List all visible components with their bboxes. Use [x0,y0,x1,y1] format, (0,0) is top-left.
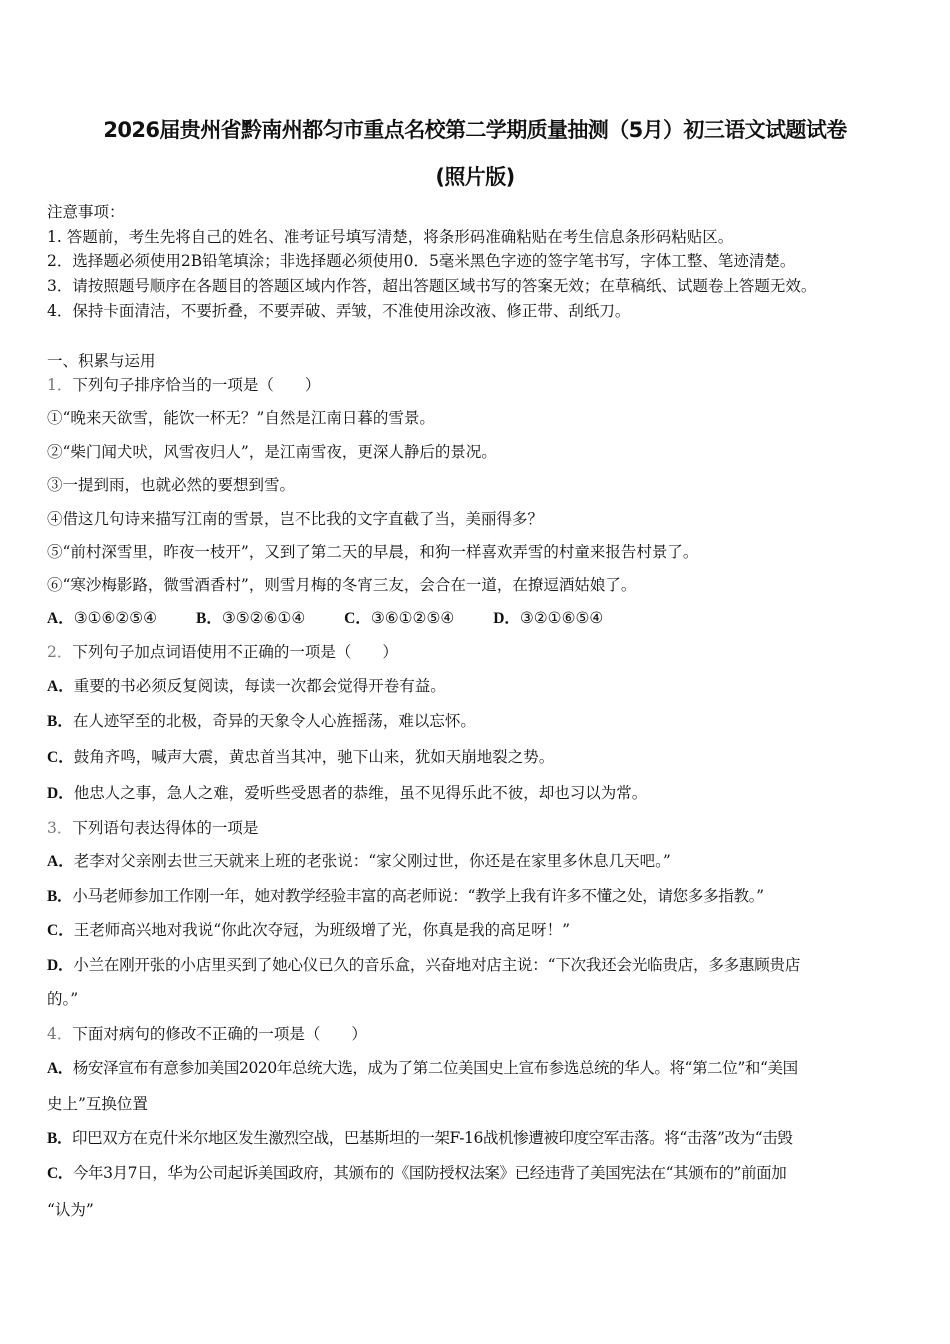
sentence: ③一提到雨，也就必然的要想到雪。 [47,476,296,494]
sentence: ⑥“寒沙梅影路，微雪酒香村”，则雪月梅的冬宵三友，会合在一道，在撩逗酒姑娘了。 [47,576,637,594]
question-text: 下面对病句的修改不正确的一项是（ ） [72,1025,367,1043]
sentence: ⑤“前村深雪里，昨夜一枝开”，又到了第二天的早晨，和狗一样喜欢弄雪的村童来报告村景了。 [47,543,699,561]
question-number: 1． [47,376,73,394]
option-label: B． [47,713,73,730]
option-text: 小马老师参加工作刚一年，她对教学经验丰富的高老师说：“教学上我有许多不懂之处，请您多多指教。” [72,887,764,905]
option-a [47,609,157,627]
options-row [47,608,637,629]
option-text: 王老师高兴地对我说“你此次夺冠，为班级增了光，你真是我的高足呀！” [73,921,571,939]
option-label: C． [47,922,74,939]
option-label: B． [47,1130,73,1147]
document-title: 2026届贵州省黔南州都匀市重点名校第二学期质量抽测（5月）初三语文试题试卷 [103,118,847,142]
option-text: 鼓角齐鸣，喊声大震，黄忠首当其冲，驰下山来，犹如天崩地裂之势。 [73,748,555,766]
option-text: 印巴双方在克什米尔地区发生激烈空战，巴基斯坦的一架F-16战机惨遭被印度空军击落。将“击落”改为“击毁 [72,1129,793,1147]
sentence: ②“柴门闻犬吠，风雪夜归人”，是江南雪夜，更深人静后的景况。 [47,443,497,461]
option-b [196,609,305,627]
notice-item: 2．选择题必须使用2B铅笔填涂；非选择题必须使用0．5毫米黑色字迹的签字笔书写，字体工整、笔迹清楚。 [47,252,796,270]
option-c [47,747,554,768]
option-label: D． [493,610,520,627]
option-label: B． [196,610,222,627]
option-text: 小兰在刚开张的小店里买到了她心仪已久的音乐盒，兴奋地对店主说：“下次我还会光临贵店，多多惠顾贵店 [73,956,801,974]
option-a-continued: 史上”互换位置 [47,1095,148,1113]
option-d [47,783,647,804]
option-c [344,609,454,627]
question-text: 下列句子加点词语使用不正确的一项是（ ） [72,643,398,661]
option-label: A． [47,610,74,627]
sentence: ①“晚来天欲雪，能饮一杯无？”自然是江南日暮的雪景。 [47,409,435,427]
option-label: A． [47,678,74,695]
notice-item: 1. 答题前，考生先将自己的姓名、准考证号填写清楚，将条形码准确粘贴在考生信息条形码粘贴区。 [47,228,734,246]
option-b [47,711,476,732]
option-text: 重要的书必须反复阅读，每读一次都会觉得开卷有益。 [73,677,446,695]
option-label: C． [47,1165,73,1182]
option-text: 在人迹罕至的北极，奇异的天象令人心旌摇荡，难以忘怀。 [72,712,476,730]
option-label: A． [47,1060,73,1077]
option-label: D． [47,785,74,802]
section-heading: 一、积累与运用 [47,352,156,370]
option-d [493,609,603,627]
document-subtitle: (照片版) [435,165,515,189]
question-text: 下列句子排序恰当的一项是（ ） [72,376,321,394]
option-a [47,851,671,872]
option-d [47,955,800,976]
option-label: B． [47,888,73,905]
option-b [47,1128,792,1149]
question-stem [47,642,398,662]
sentence: ④借这几句诗来描写江南的雪景，岂不比我的文字直截了当，美丽得多？ [47,510,544,528]
question-number: 4． [47,1025,73,1043]
question-text: 下列语句表达得体的一项是 [72,819,259,837]
notice-item: 4．保持卡面清洁，不要折叠，不要弄破、弄皱，不准使用涂改液、修正带、刮纸刀。 [47,302,631,320]
option-text: ③⑤②⑥①④ [221,609,306,627]
option-label: A． [47,853,74,870]
option-label: C． [344,610,371,627]
option-text: 他忠人之事，急人之难，爱听些受恩者的恭维，虽不见得乐此不彼，却也习以为常。 [73,784,648,802]
question-number: 2． [47,643,73,661]
option-c [47,920,570,941]
option-label: D． [47,957,74,974]
question-stem [47,1024,367,1044]
option-d-continued: 的。” [47,990,79,1008]
option-text: 今年3月7日，华为公司起诉美国政府，其颁布的《国防授权法案》已经违背了美国宪法在“其颁布的”前面加 [72,1164,787,1182]
option-c-continued: “认为” [47,1201,94,1219]
option-a [47,1058,798,1079]
option-text: ③②①⑥⑤④ [519,609,604,627]
option-text: ③①⑥②⑤④ [73,609,158,627]
option-text: 老李对父亲刚去世三天就来上班的老张说：“家父刚过世，你还是在家里多休息几天吧。” [73,852,671,870]
option-b [47,886,764,907]
question-number: 3． [47,819,73,837]
question-stem [47,818,258,838]
question-stem [47,375,320,395]
option-text: ③⑥①②⑤④ [370,609,455,627]
option-label: C． [47,749,74,766]
notice-heading: 注意事项： [47,203,125,221]
notice-item: 3．请按照题号顺序在各题目的答题区域内作答，超出答题区域书写的答案无效；在草稿纸、试题卷上答题无效。 [47,277,817,295]
option-a [47,676,446,697]
option-text: 杨安泽宣布有意参加美国2020年总统大选，成为了第二位美国史上宣布参选总统的华人。将“第二位”和“美国 [72,1059,798,1077]
option-c [47,1163,786,1184]
